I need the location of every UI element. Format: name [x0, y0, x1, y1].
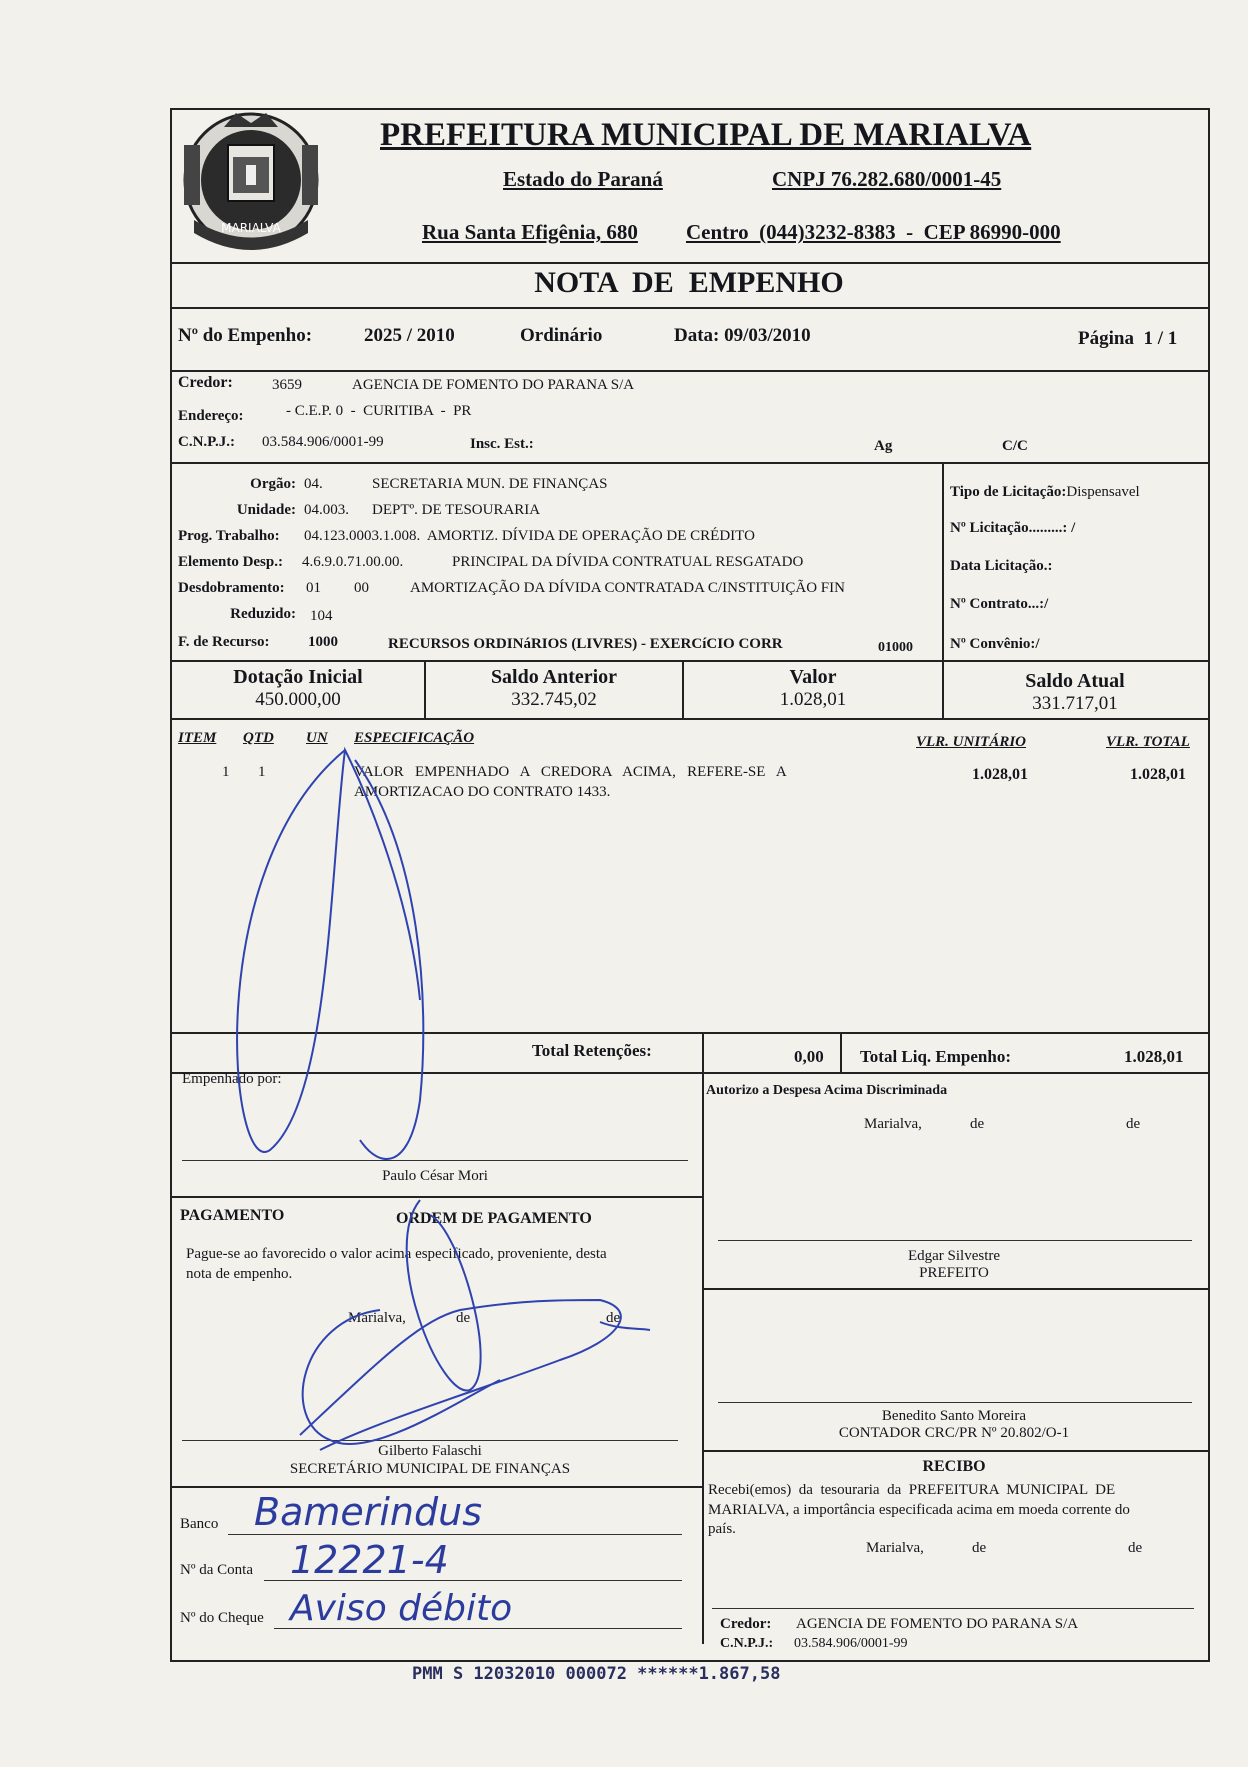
- recurso-label: F. de Recurso:: [178, 634, 270, 650]
- pagamento-texto1: Pague-se ao favorecido o valor acima especificado, proveniente, desta: [186, 1246, 607, 1262]
- pagamento-de2: de: [606, 1310, 621, 1326]
- recibo-texto1: Recebi(emos) da tesouraria da PREFEITURA MUNICIPAL DE: [708, 1482, 1116, 1498]
- orgao-label: Orgão:: [250, 476, 296, 492]
- recibo-local: Marialva,: [866, 1540, 924, 1556]
- orgao-code: 04.: [304, 476, 323, 492]
- recurso-name: RECURSOS ORDINáRIOS (LIVRES) - EXERCíCIO CORR: [388, 636, 783, 652]
- col-especificacao: ESPECIFICAÇÃO: [354, 730, 475, 746]
- prog-value: 04.123.0003.1.008. AMORTIZ. DÍVIDA DE OPERAÇÃO DE CRÉDITO: [304, 528, 755, 544]
- item-qtd: 1: [258, 764, 266, 780]
- autorizo-de1: de: [970, 1116, 985, 1132]
- recibo-de2: de: [1128, 1540, 1143, 1556]
- recibo-cnpj-label: C.N.P.J.:: [720, 1636, 774, 1651]
- banco-label: Banco: [180, 1516, 219, 1532]
- empenho-label: Nº do Empenho:: [178, 325, 313, 346]
- prog-label: Prog. Trabalho:: [178, 528, 280, 544]
- state-label: Estado do Paraná: [503, 167, 663, 191]
- autorizo-local: Marialva,: [864, 1116, 922, 1132]
- unidade-name: DEPTº. DE TESOURARIA: [372, 502, 541, 518]
- endereco-label: Endereço:: [178, 408, 244, 424]
- autorizo-de2: de: [1126, 1116, 1141, 1132]
- saldo-label: Valor: [789, 666, 837, 688]
- pagamento-title: PAGAMENTO: [180, 1207, 285, 1224]
- tipo-licitacao-label: Tipo de Licitação:Dispensavel: [950, 484, 1140, 500]
- unidade-code: 04.003.: [304, 502, 349, 518]
- item-number: 1: [222, 764, 230, 780]
- col-item: ITEM: [178, 730, 217, 746]
- total-retencoes: 0,00: [794, 1047, 824, 1066]
- svg-text:MARIALVA: MARIALVA: [221, 221, 281, 235]
- col-vlr-unitario: VLR. UNITÁRIO: [916, 734, 1027, 750]
- footer-stamp: PMM S 12032010 000072 ******1.867,58: [412, 1664, 781, 1684]
- empenho-type: Ordinário: [520, 325, 603, 346]
- contador-nome: Benedito Santo Moreira: [881, 1408, 1027, 1424]
- item-spec-line1: VALOR EMPENHADO A CREDORA ACIMA, REFERE-SE A: [354, 764, 787, 780]
- data-licitacao: Data Licitação.:: [950, 558, 1053, 574]
- credor-name: AGENCIA DE FOMENTO DO PARANA S/A: [352, 377, 635, 393]
- reduzido-label: Reduzido:: [230, 606, 296, 622]
- empenho-date: Data: 09/03/2010: [674, 325, 811, 346]
- secretario-nome: Gilberto Falaschi: [378, 1443, 482, 1459]
- elemento-label: Elemento Desp.:: [178, 554, 283, 570]
- street-label: Rua Santa Efigênia, 680: [422, 220, 638, 244]
- item-unit-value: 1.028,01: [972, 766, 1028, 783]
- pagamento-local: Marialva,: [348, 1310, 406, 1326]
- insc-est-label: Insc. Est.:: [470, 436, 534, 452]
- endereco-value: - C.E.P. 0 - CURITIBA - PR: [286, 403, 472, 419]
- saldo-label: Saldo Anterior: [490, 666, 618, 688]
- empenhado-nome: Paulo César Mori: [382, 1168, 488, 1184]
- total-retencoes-label: Total Retenções:: [532, 1041, 652, 1060]
- orgao-name: SECRETARIA MUN. DE FINANÇAS: [372, 476, 608, 492]
- elemento-code: 4.6.9.0.71.00.00.: [302, 554, 404, 570]
- credor-code: 3659: [272, 377, 302, 393]
- desdobramento-code2: 00: [354, 580, 369, 596]
- recibo-de1: de: [972, 1540, 987, 1556]
- recurso-code2: 01000: [878, 640, 913, 655]
- cnpj-label: CNPJ 76.282.680/0001-45: [772, 167, 1002, 191]
- recibo-credor-name: AGENCIA DE FOMENTO DO PARANA S/A: [796, 1616, 1079, 1632]
- unidade-label: Unidade:: [236, 502, 296, 518]
- credor-cnpj-label: C.N.P.J.:: [178, 434, 235, 450]
- col-qtd: QTD: [243, 730, 274, 746]
- item-total-value: 1.028,01: [1130, 766, 1186, 783]
- page-title: PREFEITURA MUNICIPAL DE MARIALVA: [380, 117, 1032, 153]
- ag-label: Ag: [874, 438, 893, 454]
- saldo-label: Saldo Atual: [1025, 670, 1125, 692]
- num-convenio: Nº Convênio:/: [950, 636, 1040, 652]
- secretario-cargo: SECRETÁRIO MUNICIPAL DE FINANÇAS: [289, 1461, 571, 1477]
- pagamento-texto2: nota de empenho.: [186, 1266, 293, 1282]
- pagamento-de1: de: [456, 1310, 471, 1326]
- document-title: NOTA DE EMPENHO: [534, 266, 844, 299]
- banco-handwritten: Bamerindus: [254, 1490, 483, 1534]
- conta-handwritten: 12221-4: [290, 1538, 449, 1582]
- recurso-code: 1000: [308, 634, 338, 650]
- contador-cargo: CONTADOR CRC/PR Nº 20.802/O-1: [838, 1425, 1070, 1441]
- prefeito-cargo: PREFEITO: [919, 1265, 989, 1281]
- cheque-handwritten: Aviso débito: [290, 1588, 513, 1629]
- saldo-value: 332.745,02: [511, 689, 597, 710]
- col-vlr-total: VLR. TOTAL: [1106, 734, 1190, 750]
- reduzido-value: 104: [310, 608, 333, 624]
- recibo-texto3: país.: [708, 1521, 736, 1537]
- credor-cnpj: 03.584.906/0001-99: [262, 434, 384, 450]
- prefeito-nome: Edgar Silvestre: [907, 1248, 1001, 1264]
- empenho-number: 2025 / 2010: [364, 325, 455, 346]
- ordem-pagamento-title: ORDEM DE PAGAMENTO: [396, 1210, 592, 1227]
- desdobramento-label: Desdobramento:: [178, 580, 285, 596]
- cheque-label: Nº do Cheque: [180, 1610, 264, 1626]
- total-liq-label: Total Liq. Empenho:: [860, 1047, 1011, 1066]
- credor-label: Credor:: [178, 374, 233, 391]
- empenhado-por-label: Empenhado por:: [182, 1071, 282, 1087]
- cc-label: C/C: [1002, 438, 1028, 454]
- recibo-title: RECIBO: [922, 1458, 986, 1475]
- elemento-name: PRINCIPAL DA DÍVIDA CONTRATUAL RESGATADO: [452, 554, 804, 570]
- conta-label: Nº da Conta: [180, 1562, 253, 1578]
- autorizo-label: Autorizo a Despesa Acima Discriminada: [706, 1083, 948, 1098]
- recibo-cnpj: 03.584.906/0001-99: [794, 1636, 908, 1651]
- num-licitacao: Nº Licitação.........: /: [950, 520, 1076, 536]
- page-number: Página 1 / 1: [1078, 328, 1178, 349]
- item-spec-line2: AMORTIZACAO DO CONTRATO 1433.: [354, 784, 611, 800]
- saldo-label: Dotação Inicial: [233, 666, 363, 688]
- num-contrato: Nº Contrato...:/: [950, 596, 1049, 612]
- saldo-value: 450.000,00: [255, 689, 341, 710]
- total-liq-value: 1.028,01: [1124, 1047, 1184, 1066]
- desdobramento-code1: 01: [306, 580, 321, 596]
- saldo-value: 1.028,01: [779, 689, 847, 710]
- saldo-value: 331.717,01: [1032, 693, 1118, 714]
- recibo-texto2: MARIALVA, a importância especificada acima em moeda corrente do: [708, 1502, 1130, 1518]
- desdobramento-name: AMORTIZAÇÃO DA DÍVIDA CONTRATADA C/INSTITUIÇÃO FIN: [410, 580, 845, 596]
- address-tail: Centro (044)3232-8383 - CEP 86990-000: [686, 220, 1061, 244]
- col-un: UN: [306, 730, 328, 746]
- recibo-credor-label: Credor:: [720, 1616, 772, 1632]
